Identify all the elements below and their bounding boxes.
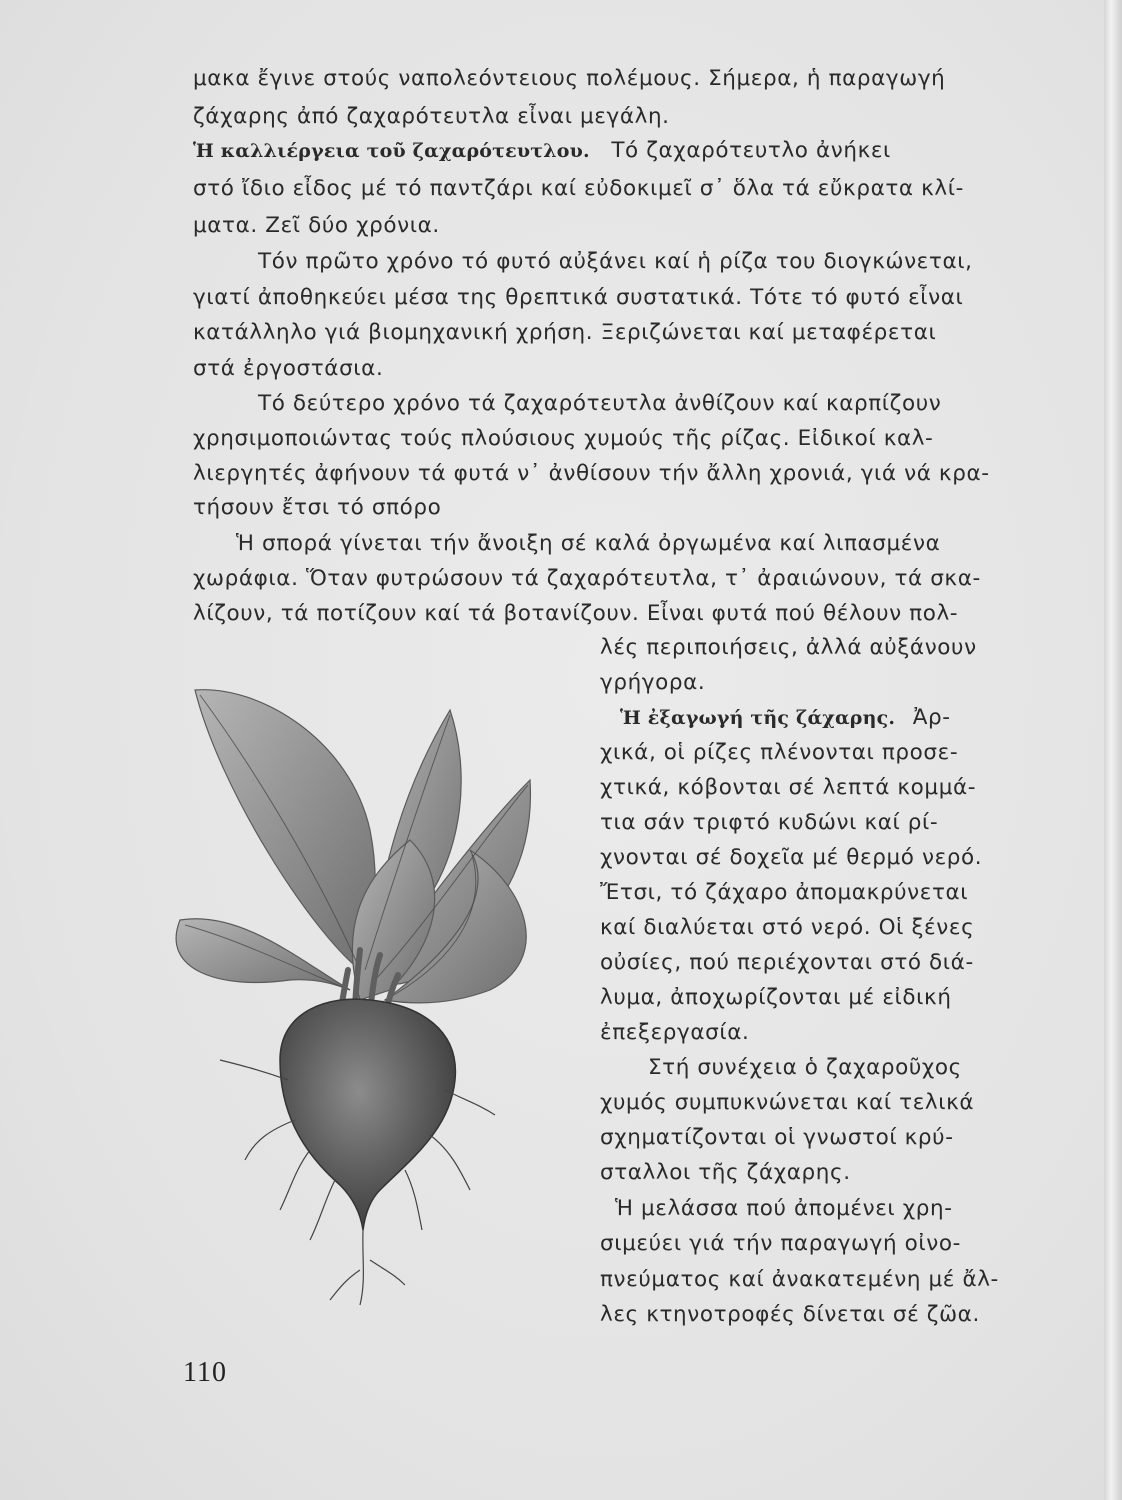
text-line: Τόν πρῶτο χρόνο τό φυτό αὐξάνει καί ἡ ρίζα του διογκώνεται, [258, 249, 973, 274]
text-line: γιατί ἀποθηκεύει μέσα της θρεπτικά συστατικά. Τότε τό φυτό εἶναι [193, 285, 964, 310]
page-number: 110 [183, 1357, 227, 1388]
text-line: πνεύματος καί ἀνακατεμένη μέ ἄλ- [600, 1267, 999, 1292]
text-line: λιεργητές ἀφήνουν τά φυτά ν᾽ ἀνθίσουν τήν ἄλλη χρονιά, γιά νά κρα- [193, 461, 990, 486]
text-line: οὐσίες, πού περιέχονται στό διά- [600, 950, 974, 975]
text-line: χικά, οἱ ρίζες πλένονται προσε- [600, 740, 959, 765]
text-span: Ἀρ- [912, 705, 951, 730]
text-line: στά ἐργοστάσια. [193, 356, 384, 381]
text-line: καί διαλύεται στό νερό. Οἱ ξένες [600, 915, 975, 940]
text-line-with-heading [620, 703, 1020, 733]
text-line: σταλλοι τῆς ζάχαρης. [600, 1160, 851, 1185]
text-line: χτικά, κόβονται σέ λεπτά κομμά- [600, 775, 977, 800]
text-span: Τό ζαχαρότευτλο ἀνήκει [611, 138, 891, 163]
text-line: χωράφια. Ὅταν φυτρώσουν τά ζαχαρότευτλα, τ᾽ ἀραιώνουν, τά σκα- [193, 566, 981, 591]
text-line: ματα. Ζεῖ δύο χρόνια. [193, 213, 440, 238]
text-line: Τό δεύτερο χρόνο τά ζαχαρότευτλα ἀνθίζουν καί καρπίζουν [258, 391, 942, 416]
text-line: Ἡ μελάσσα πού ἀπομένει χρη- [615, 1196, 953, 1221]
text-line: τήσουν ἔτσι τό σπόρο [193, 495, 442, 520]
beet-root [280, 999, 455, 1230]
text-line: χνονται σέ δοχεῖα μέ θερμό νερό. [600, 845, 983, 870]
text-line: σιμεύει γιά τήν παραγωγή οἰνο- [600, 1231, 961, 1256]
text-line: ἐπεξεργασία. [600, 1020, 750, 1045]
sugar-beet-illustration [160, 670, 580, 1310]
text-line: λές περιποιήσεις, ἀλλά αὐξάνουν [600, 635, 977, 660]
section-heading-extraction: Ἡ ἐξαγωγή τῆς ζάχαρης. [620, 707, 896, 729]
text-line: Ἡ σπορά γίνεται τήν ἄνοιξη σέ καλά ὀργωμένα καί λιπασμένα [236, 531, 941, 556]
text-line: λες κτηνοτροφές δίνεται σέ ζῶα. [600, 1302, 980, 1327]
text-line: Ἔτσι, τό ζάχαρο ἀπομακρύνεται [600, 880, 969, 905]
page-edge [1104, 0, 1122, 1500]
text-line: τια σάν τριφτό κυδώνι καί ρί- [600, 810, 939, 835]
text-line-with-heading [193, 136, 1045, 166]
text-line: χυμός συμπυκνώνεται καί τελικά [600, 1090, 975, 1115]
text-line: μακα ἔγινε στούς ναπολεόντειους πολέμους. Σήμερα, ἡ παραγωγή [193, 66, 946, 91]
text-line: στό ἴδιο εἶδος μέ τό παντζάρι καί εὐδοκιμεῖ σ᾽ ὅλα τά εὔκρατα κλί- [193, 176, 964, 201]
text-line: λυμα, ἀποχωρίζονται μέ εἰδική [600, 985, 952, 1010]
text-line: κατάλληλο γιά βιομηχανική χρήση. Ξεριζώνεται καί μεταφέρεται [193, 320, 937, 345]
text-line: σχηματίζονται οἱ γνωστοί κρύ- [600, 1125, 954, 1150]
text-line: γρήγορα. [600, 670, 706, 695]
text-line: Στή συνέχεια ὁ ζαχαροῦχος [648, 1055, 962, 1080]
text-line: χρησιμοποιώντας τούς πλούσιους χυμούς τῆς ρίζας. Εἰδικοί καλ- [193, 426, 934, 451]
section-heading-cultivation: Ἡ καλλιέργεια τοῦ ζαχαρότευτλου. [193, 140, 590, 162]
text-line: λίζουν, τά ποτίζουν καί τά βοτανίζουν. Εἶναι φυτά πού θέλουν πολ- [193, 601, 959, 626]
text-line: ζάχαρης ἀπό ζαχαρότευτλα εἶναι μεγάλη. [193, 104, 670, 129]
